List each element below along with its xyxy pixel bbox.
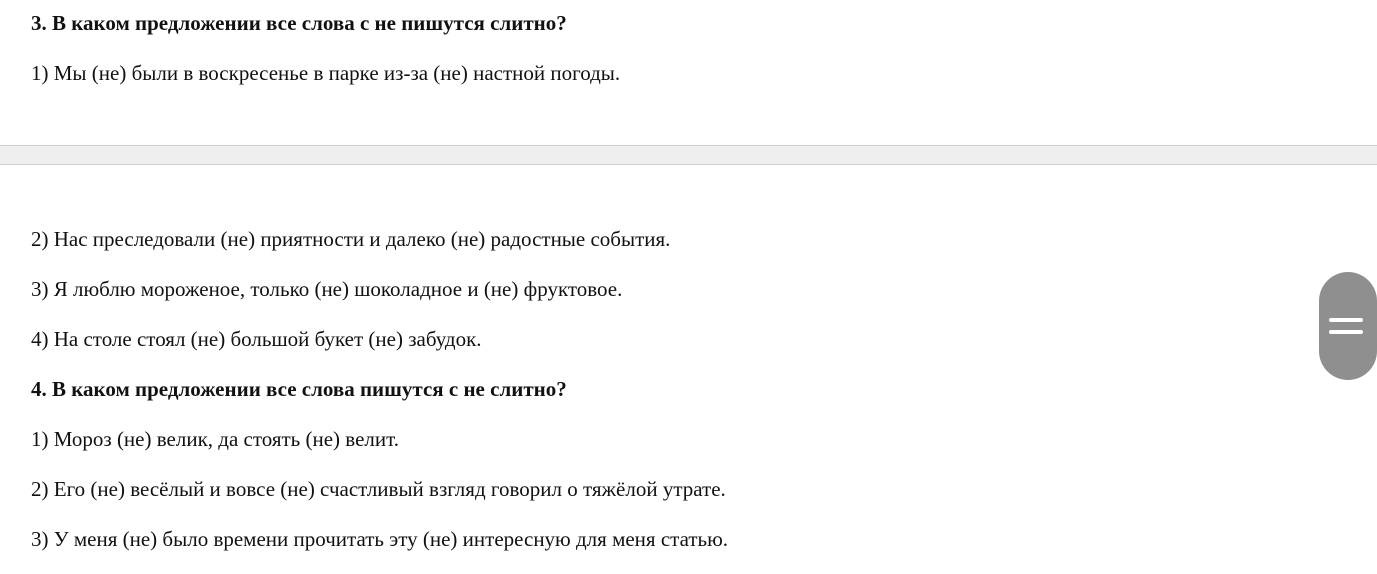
question-3-option-2: 2) Нас преследовали (не) приятности и далеко (не) радостные события. — [31, 227, 671, 251]
question-4-option-1: 1) Мороз (не) велик, да стоять (не) велит. — [31, 427, 399, 451]
drag-handle-bar-top — [1329, 318, 1363, 322]
question-4-title: 4. В каком предложении все слова пишутся с не слитно? — [31, 377, 567, 401]
question-4-option-3: 3) У меня (не) было времени прочитать эту (не) интересную для меня статью. — [31, 527, 729, 551]
question-3-title: 3. В каком предложении все слова с не пишутся слитно? — [31, 11, 567, 35]
question-4-option-2: 2) Его (не) весёлый и вовсе (не) счастливый взгляд говорил о тяжёлой утрате. — [31, 477, 726, 501]
question-3-option-1: 1) Мы (не) были в воскресенье в парке из-за (не) настной погоды. — [31, 61, 621, 85]
page-divider — [0, 145, 1377, 165]
drag-handle-bar-bottom — [1329, 330, 1363, 334]
question-3-option-3: 3) Я люблю мороженое, только (не) шоколадное и (не) фруктовое. — [31, 277, 623, 301]
scroll-drag-handle[interactable] — [1319, 272, 1377, 380]
question-3-option-4: 4) На столе стоял (не) большой букет (не) забудок. — [31, 327, 482, 351]
